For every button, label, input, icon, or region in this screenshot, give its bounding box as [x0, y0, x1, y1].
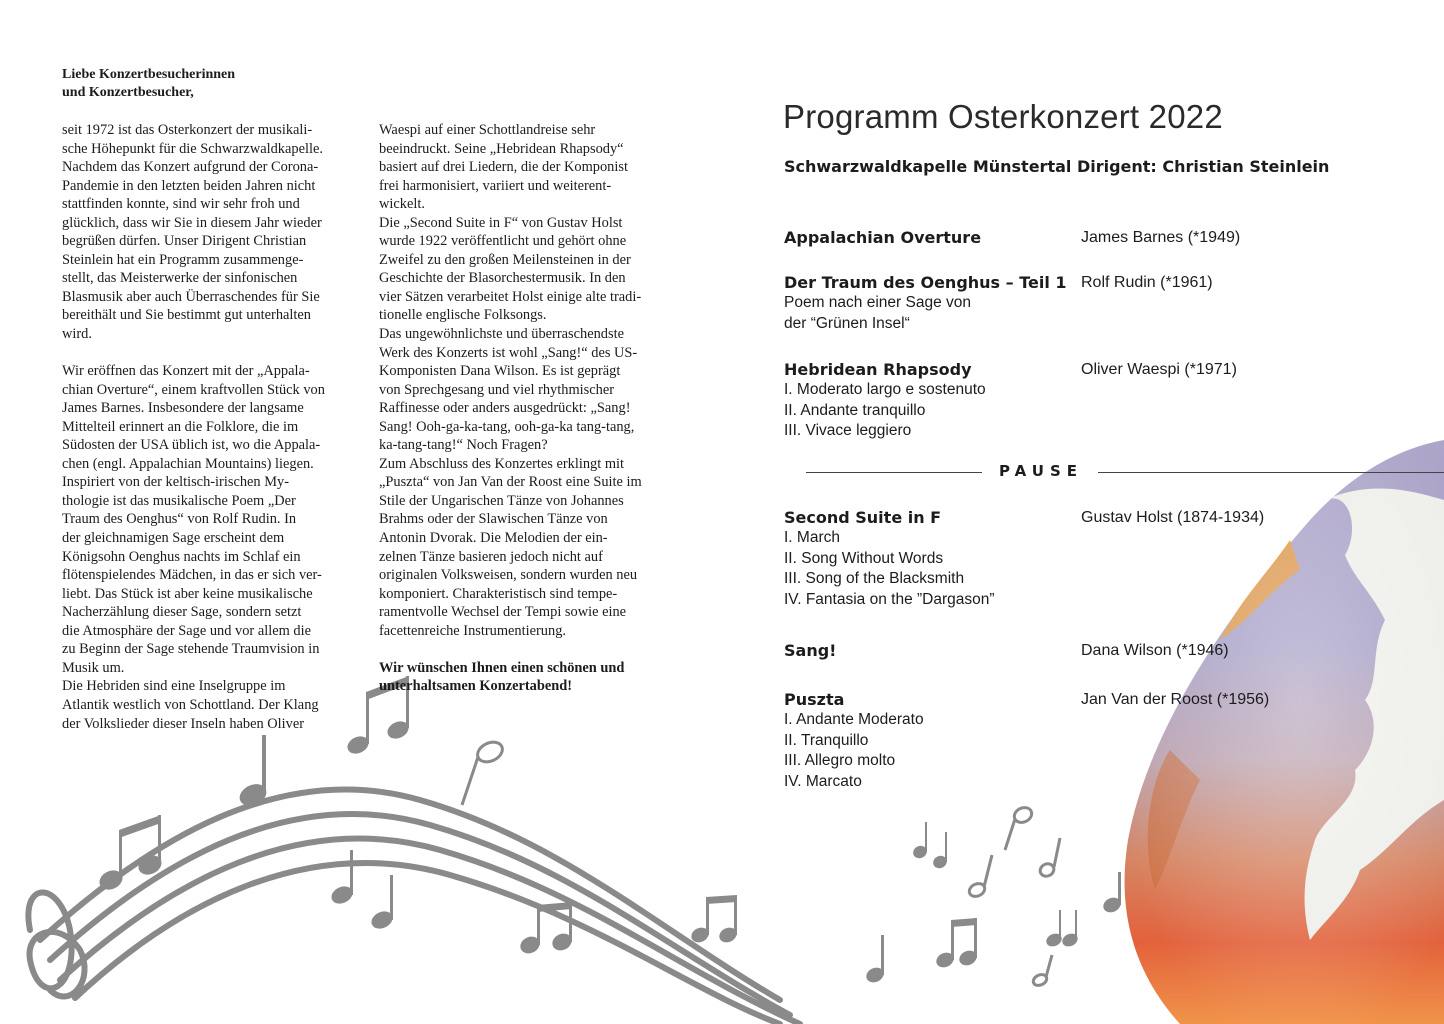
letter-column-left [62, 121, 325, 733]
text-line: James Barnes. Insbesondere der langsame [62, 400, 304, 417]
text-line: chen (engl. Appalachian Mountains) liegen. [62, 455, 314, 472]
text-line: Stile der Ungarischen Tänze von Johannes [379, 492, 624, 509]
text-line: ramentvolle Wechsel der Tempi sowie eine [379, 604, 627, 621]
program-piece [784, 360, 1424, 442]
text-line: liebt. Das Stück ist aber keine musikalische [62, 585, 313, 602]
text-line: bereithält und Sie bestimmt gut unterhalten [62, 307, 311, 324]
piece-composer: Jan Van der Roost (*1956) [1081, 691, 1270, 708]
text-line: Nachdem das Konzert aufgrund der Corona- [62, 159, 319, 176]
pause-label: PAUSE [999, 462, 1083, 480]
text-line: basiert auf drei Liedern, die der Komponist [379, 159, 628, 176]
paragraph-gap [379, 640, 642, 659]
divider-line [806, 472, 982, 473]
text-line: wickelt. [379, 196, 425, 213]
text-line: Zum Abschluss des Konzertes erklingt mit [379, 455, 625, 472]
piece-line: II. Andante tranquillo [784, 401, 926, 419]
piece-title: Puszta [784, 690, 845, 709]
text-line: Südosten der USA üblich ist, wo die Appala- [62, 437, 321, 454]
piece-title: Second Suite in F [784, 508, 942, 527]
program-piece [784, 690, 1424, 792]
text-line: ka-tang-tang!“ Noch Fragen? [379, 437, 548, 454]
text-line: Wir wünschen Ihnen einen schönen und [379, 659, 625, 676]
text-line: Pandemie in den letzten beiden Jahren nicht [62, 177, 316, 194]
piece-composer: Rolf Rudin (*1961) [1081, 274, 1213, 291]
greeting-line: und Konzertbesucher, [62, 85, 194, 100]
text-line: Die Hebriden sind eine Inselgruppe im [62, 678, 286, 695]
piece-line: III. Song of the Blacksmith [784, 570, 965, 588]
text-line: der gleichnamigen Sage erscheint dem [62, 530, 285, 547]
program-title: Programm Osterkonzert 2022 [783, 98, 1223, 135]
program-piece [784, 641, 1424, 661]
program-piece [784, 508, 1424, 610]
text-line: von Sprechgesang und viel rhythmischer [379, 381, 614, 398]
text-line: sche Höhepunkt für die Schwarzwaldkapelle. [62, 140, 323, 157]
text-line: Nacherzählung dieser Sage, sondern setzt [62, 604, 302, 621]
text-line: zelnen Tänze basieren jedoch nicht auf [379, 548, 603, 565]
piece-line: Poem nach einer Sage von [784, 294, 971, 311]
piece-line: I. Moderato largo e sostenuto [784, 381, 986, 398]
piece-title: Sang! [784, 641, 837, 660]
text-line: „Puszta“ von Jan Van der Roost eine Suite im [379, 474, 642, 491]
text-line: Antonin Dvorak. Die Melodien der ein- [379, 530, 608, 547]
text-line: vier Sätzen verarbeitet Holst einige alte tradi- [379, 288, 642, 305]
piece-composer: Gustav Holst (1874-1934) [1081, 509, 1265, 526]
text-line: die Atmosphäre der Sage und vor allem die [62, 622, 311, 639]
text-line: zu Beginn der Sage stehende Traumvision in [62, 641, 320, 658]
text-line: Sang! Ooh-ga-ka-tang, ooh-ga-ka tang-tang, [379, 418, 635, 435]
text-line: Wir eröffnen das Konzert mit der „Appala- [62, 363, 310, 380]
program-piece [784, 273, 1424, 334]
text-line: Raffinesse oder anders ausgedrückt: „Sang! [379, 400, 631, 417]
text-line: komponiert. Charakteristisch sind tempe- [379, 585, 618, 602]
text-line: Königsohn Oenghus nachts im Schlaf ein [62, 548, 301, 565]
greeting-line: Liebe Konzertbesucherinnen [62, 67, 236, 82]
piece-line: I. March [784, 529, 840, 546]
text-line: thologie ist das musikalische Poem „Der [62, 492, 296, 509]
divider-line [1098, 472, 1444, 473]
text-line: Traum des Oenghus“ von Rolf Rudin. In [62, 511, 297, 528]
piece-title: Der Traum des Oenghus – Teil 1 [784, 273, 1067, 292]
letter-greeting [62, 66, 342, 102]
piece-line: III. Allegro molto [784, 752, 896, 770]
piece-composer: Dana Wilson (*1946) [1081, 642, 1229, 659]
text-line: Die „Second Suite in F“ von Gustav Holst [379, 214, 623, 231]
text-line: glücklich, dass wir Sie in diesem Jahr wieder [62, 214, 322, 231]
text-line: stattfinden konnte, sind wir sehr froh und [62, 196, 300, 213]
text-line: Komponisten Dana Wilson. Es ist geprägt [379, 363, 621, 380]
text-line: Das ungewöhnlichste und überraschendste [379, 326, 624, 343]
text-line: Brahms oder der Slawischen Tänze von [379, 511, 608, 528]
letter-column-middle [379, 121, 642, 696]
piece-line: II. Song Without Words [784, 549, 944, 567]
paragraph-gap [62, 344, 325, 363]
text-line: seit 1972 ist das Osterkonzert der musikali- [62, 122, 313, 138]
text-line: begrüßen dürfen. Unser Dirigent Christian [62, 233, 307, 250]
text-line: chian Overture“, einem kraftvollen Stück von [62, 381, 325, 398]
text-line: stellt, das Meisterwerke der sinfonischen [62, 270, 298, 287]
text-line: Steinlein hat ein Programm zusammenge- [62, 251, 304, 268]
piece-line: IV. Fantasia on the ”Dargason” [784, 590, 995, 608]
text-line: wird. [62, 326, 92, 343]
text-line: Musik um. [62, 659, 125, 676]
text-line: Waespi auf einer Schottlandreise sehr [379, 122, 596, 138]
piece-line: IV. Marcato [784, 772, 862, 790]
text-line: wurde 1922 veröffentlicht und gehört ohne [379, 233, 627, 250]
text-line: Atlantik westlich von Schottland. Der Klang [62, 696, 319, 713]
piece-composer: James Barnes (*1949) [1081, 229, 1241, 246]
program-subtitle: Schwarzwaldkapelle Münstertal Dirigent: Christian Steinlein [784, 157, 1330, 176]
piece-line: der “Grünen Insel“ [784, 314, 910, 332]
text-line: Geschichte der Blasorchestermusik. In den [379, 270, 626, 287]
piece-title: Hebridean Rhapsody [784, 360, 972, 379]
piece-composer: Oliver Waespi (*1971) [1081, 361, 1237, 378]
text-line: tionelle englische Folksongs. [379, 307, 547, 324]
text-line: originalen Volksweisen, sondern wurden neu [379, 567, 638, 584]
text-line: frei harmonisiert, variiert und weiterent- [379, 177, 612, 194]
text-line: der Volkslieder dieser Inseln haben Oliver [62, 715, 305, 732]
pause-divider [806, 462, 1444, 484]
text-line: Blasmusik aber auch Überraschendes für Sie [62, 288, 320, 305]
piece-line: II. Tranquillo [784, 731, 869, 749]
text-line: Inspiriert von der keltisch-irischen My- [62, 474, 289, 491]
text-line: beeindruckt. Seine „Hebridean Rhapsody“ [379, 140, 624, 157]
piece-line: III. Vivace leggiero [784, 422, 912, 440]
text-line: flötenspielendes Mädchen, in das er sich ver- [62, 567, 322, 584]
text-line: facettenreiche Instrumentierung. [379, 622, 566, 639]
text-line: Werk des Konzerts ist wohl „Sang!“ des US- [379, 344, 638, 361]
text-line: Zweifel zu den großen Meilensteinen in der [379, 251, 631, 268]
text-line: Mittelteil erinnert an die Folklore, die im [62, 418, 299, 435]
text-line: unterhaltsamen Konzertabend! [379, 678, 573, 695]
piece-title: Appalachian Overture [784, 228, 982, 247]
program-piece [784, 228, 1424, 248]
closing-wish [379, 659, 642, 696]
piece-line: I. Andante Moderato [784, 711, 924, 728]
